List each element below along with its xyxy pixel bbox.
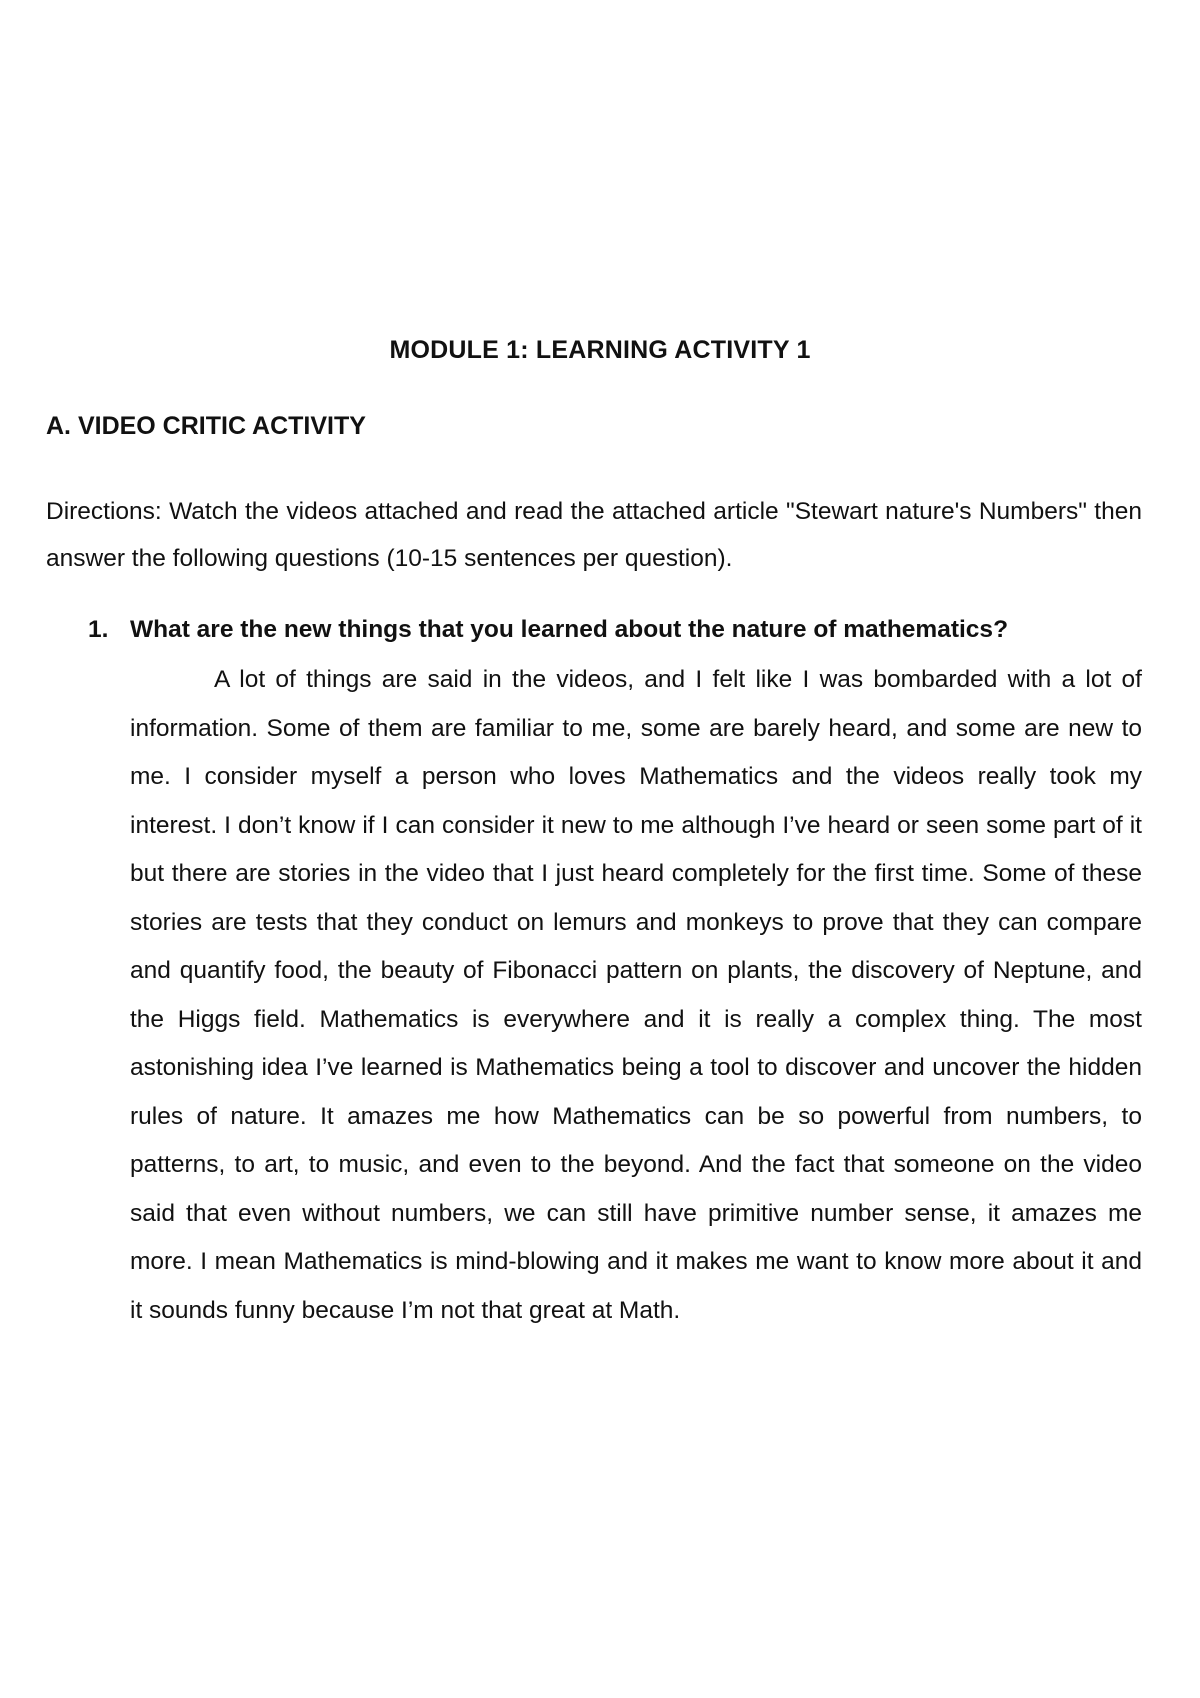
- module-title: MODULE 1: LEARNING ACTIVITY 1: [389, 336, 811, 364]
- question-number: 1.: [88, 616, 109, 643]
- section-heading: A. VIDEO CRITIC ACTIVITY: [46, 412, 366, 440]
- question-item: [88, 612, 1142, 1335]
- answer-paragraph: A lot of things are said in the videos, and I felt like I was bombarded with a lot of information. Some of them are familiar to me, some are barely heard, and some are new to me. I consider myself a person who loves Mathematics and the videos really took my interest. I don’t know if I can consider it new to me although I’ve heard or seen some part of it but there are stories in the video that I just heard completely for the first time. Some of these stories are tests that they conduct on lemurs and monkeys to prove that they can compare and quantify food, the beauty of Fibonacci pattern on plants, the discovery of Neptune, and the Higgs field. Mathematics is everywhere and it is really a complex thing. The most astonishing idea I’ve learned is Mathematics being a tool to discover and uncover the hidden rules of nature. It amazes me how Mathematics can be so powerful from numbers, to patterns, to art, to music, and even to the beyond. And the fact that someone on the video said that even without numbers, we can still have primitive number sense, it amazes me more. I mean Mathematics is mind-blowing and it makes me want to know more about it and it sounds funny because I’m not that great at Math.: [130, 666, 1142, 1324]
- question-text: What are the new things that you learned about the nature of mathematics?: [130, 616, 1009, 643]
- directions-paragraph: Directions: Watch the videos attached and read the attached article "Stewart nature's Numbers" then answer the following questions (10-15 sentences per question).: [46, 498, 1142, 572]
- question-heading: [88, 612, 1142, 648]
